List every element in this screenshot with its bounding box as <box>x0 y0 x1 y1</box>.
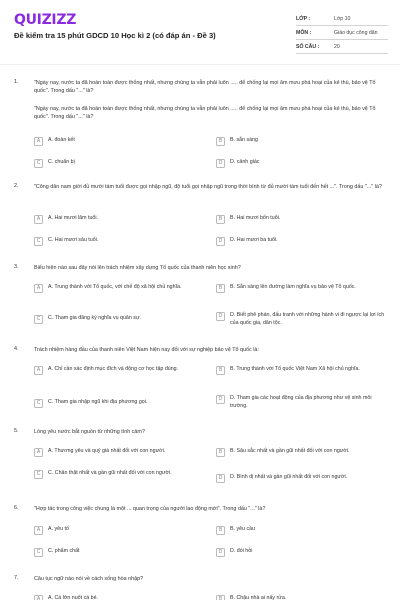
option-text: A. Cá lớn nuốt cá bé. <box>48 595 98 600</box>
option-d[interactable] <box>216 395 386 410</box>
question-number: 6. <box>14 505 19 511</box>
question-number: 3. <box>14 264 19 270</box>
option-letter-badge: A <box>34 284 43 293</box>
option-c[interactable] <box>34 470 198 479</box>
question-text: "Ngày nay, nước ta đã hoàn toàn được thống nhất, nhưng chúng ta vẫn phải luôn ..... để chống lại mọi âm mưu phá hoại của kẻ thù, bảo vệ Tổ quốc". Trong dấu "..." là? <box>34 80 376 95</box>
option-b[interactable] <box>216 366 386 375</box>
header-divider <box>0 64 400 65</box>
option-text: A. Thương yêu và quý giá nhất đối với con người. <box>48 448 166 454</box>
option-letter-badge: C <box>34 237 43 246</box>
option-letter-badge: A <box>34 448 43 457</box>
option-text: C. chuẩn bị <box>48 159 75 165</box>
option-text: B. Hai mươi bốn tuổi. <box>230 215 281 221</box>
question-text: "Hợp tác trong công việc chung là một ... quan trọng của người lao động mới". Trong dấu "..." là? <box>34 506 266 512</box>
option-letter-badge: B <box>216 137 225 146</box>
option-d[interactable] <box>216 237 386 246</box>
option-d[interactable] <box>216 312 386 327</box>
option-b[interactable] <box>216 215 386 224</box>
option-text: A. Trung thành với Tổ quốc, với chế độ xã hội chủ nghĩa. <box>48 284 182 290</box>
option-letter-badge: A <box>34 526 43 535</box>
option-text: B. Trung thành với Tổ quốc Việt Nam Xã hội chủ nghĩa. <box>230 366 360 372</box>
worksheet-title: Đề kiểm tra 15 phút GDCD 10 Học kì 2 (có đáp án - Đề 3) <box>14 31 216 40</box>
worksheet-header <box>0 0 400 62</box>
option-letter-badge: A <box>34 215 43 224</box>
option-text: C. Chân thật nhất và gần gũi nhất đối với con người. <box>48 470 172 476</box>
question-number: 4. <box>14 346 19 352</box>
meta-value: 20 <box>334 44 340 50</box>
option-text: A. yêu tố <box>48 526 69 532</box>
option-letter-badge: B <box>216 366 225 375</box>
option-text: C. phẩm chất <box>48 548 80 554</box>
option-letter-badge: D <box>216 395 225 404</box>
option-letter-badge: D <box>216 474 225 483</box>
option-text: D. Biết phê phán, đấu tranh với những hành vi đi ngược lại lợi ích của quốc gia, dân tộc. <box>230 312 385 326</box>
option-a[interactable] <box>34 526 198 535</box>
question-text-repeat: "Ngày nay, nước ta đã hoàn toàn được thống nhất, nhưng chúng ta vẫn phải luôn ..... để chống lại mọi âm mưu phá hoại của kẻ thù, bảo vệ Tổ quốc". Trong dấu "..." là? <box>34 106 376 121</box>
option-letter-badge: B <box>216 595 225 600</box>
option-c[interactable] <box>34 237 198 246</box>
option-letter-badge: D <box>216 548 225 557</box>
option-c[interactable] <box>34 399 198 408</box>
option-a[interactable] <box>34 215 198 224</box>
option-d[interactable] <box>216 474 386 483</box>
option-text: D. cảnh giác <box>230 159 260 165</box>
option-text: D. Bình dị nhất và gần gũi nhất đối với con người. <box>230 474 348 480</box>
meta-label: SỐ CÂU : <box>296 44 320 50</box>
option-a[interactable] <box>34 366 198 375</box>
option-letter-badge: C <box>34 315 43 324</box>
option-letter-badge: D <box>216 312 225 321</box>
meta-label: LỚP : <box>296 16 311 22</box>
option-text: B. yêu cầu <box>230 526 256 532</box>
option-text: C. Tham gia nhập ngũ khi địa phương gọi. <box>48 399 148 405</box>
quizizz-logo: QUIZIZZ <box>14 12 77 28</box>
question-number: 1. <box>14 79 19 85</box>
question-number: 2. <box>14 183 19 189</box>
option-letter-badge: C <box>34 159 43 168</box>
option-letter-badge: A <box>34 366 43 375</box>
option-letter-badge: B <box>216 284 225 293</box>
option-b[interactable] <box>216 137 386 146</box>
option-d[interactable] <box>216 159 386 168</box>
option-a[interactable] <box>34 595 198 600</box>
question-number: 7. <box>14 575 19 581</box>
option-c[interactable] <box>34 315 198 324</box>
question-number: 5. <box>14 428 19 434</box>
option-text: D. Hai mươi ba tuổi. <box>230 237 278 243</box>
meta-value: Lớp 10 <box>334 16 351 22</box>
option-letter-badge: B <box>216 215 225 224</box>
option-letter-badge: D <box>216 237 225 246</box>
meta-value: Giáo dục công dân <box>334 30 378 36</box>
option-text: A. đoàn kết <box>48 137 75 143</box>
option-text: C. Tham gia đăng ký nghĩa vụ quân sự. <box>48 315 141 321</box>
option-text: B. Sâu sắc nhất và gần gũi nhất đối với con người. <box>230 448 350 454</box>
option-letter-badge: A <box>34 137 43 146</box>
option-text: A. Hai mươi lăm tuổi. <box>48 215 98 221</box>
option-text: D. đòi hỏi <box>230 548 253 554</box>
option-b[interactable] <box>216 284 386 293</box>
option-b[interactable] <box>216 526 386 535</box>
question-text: Trách nhiệm hàng đầu của thanh niên Việt Nam hiện nay đối với sự nghiệp bảo vệ Tổ quốc là: <box>34 347 259 353</box>
option-letter-badge: D <box>216 159 225 168</box>
option-a[interactable] <box>34 448 198 457</box>
question-text: "Công dân nam giới đủ mười tám tuổi được gọi nhập ngũ, độ tuổi gọi nhập ngũ trong thời bình từ đủ mười tám tuổi đến hết ...". Trong dấu "..." là? <box>34 184 382 190</box>
option-letter-badge: B <box>216 448 225 457</box>
question-text: Câu tục ngữ nào nói về cách sống hòa nhập? <box>34 576 144 582</box>
option-text: C. Hai mươi sáu tuổi. <box>48 237 99 243</box>
option-letter-badge: A <box>34 595 43 600</box>
option-letter-badge: B <box>216 526 225 535</box>
question-text: Lòng yêu nước bắt nguồn từ những tình cảm? <box>34 429 145 435</box>
option-b[interactable] <box>216 595 386 600</box>
meta-row-count <box>296 40 388 54</box>
option-c[interactable] <box>34 548 198 557</box>
option-d[interactable] <box>216 548 386 557</box>
option-text: B. Sẵn sàng lên đường làm nghĩa vụ bảo vệ Tổ quốc. <box>230 284 356 290</box>
option-text: B. Chậu nhà ai nấy rửa. <box>230 595 287 600</box>
option-a[interactable] <box>34 284 198 293</box>
option-letter-badge: C <box>34 399 43 408</box>
option-a[interactable] <box>34 137 198 146</box>
option-c[interactable] <box>34 159 198 168</box>
option-text: A. Chỉ cần xác định mục đích và động cơ học tập đúng. <box>48 366 179 372</box>
worksheet-meta <box>296 12 388 54</box>
question-text: Biểu hiện nào sau đây nói lên trách nhiệm xây dựng Tổ quốc của thanh niên học sinh? <box>34 265 241 271</box>
option-letter-badge: C <box>34 548 43 557</box>
meta-label: MÔN : <box>296 30 312 36</box>
option-b[interactable] <box>216 448 386 457</box>
option-text: B. sẵn sàng <box>230 137 258 143</box>
meta-row-subject <box>296 26 388 40</box>
meta-row-class <box>296 12 388 26</box>
option-letter-badge: C <box>34 470 43 479</box>
option-text: D. Tham gia các hoạt động của địa phương như vệ sinh môi trường. <box>230 395 372 409</box>
